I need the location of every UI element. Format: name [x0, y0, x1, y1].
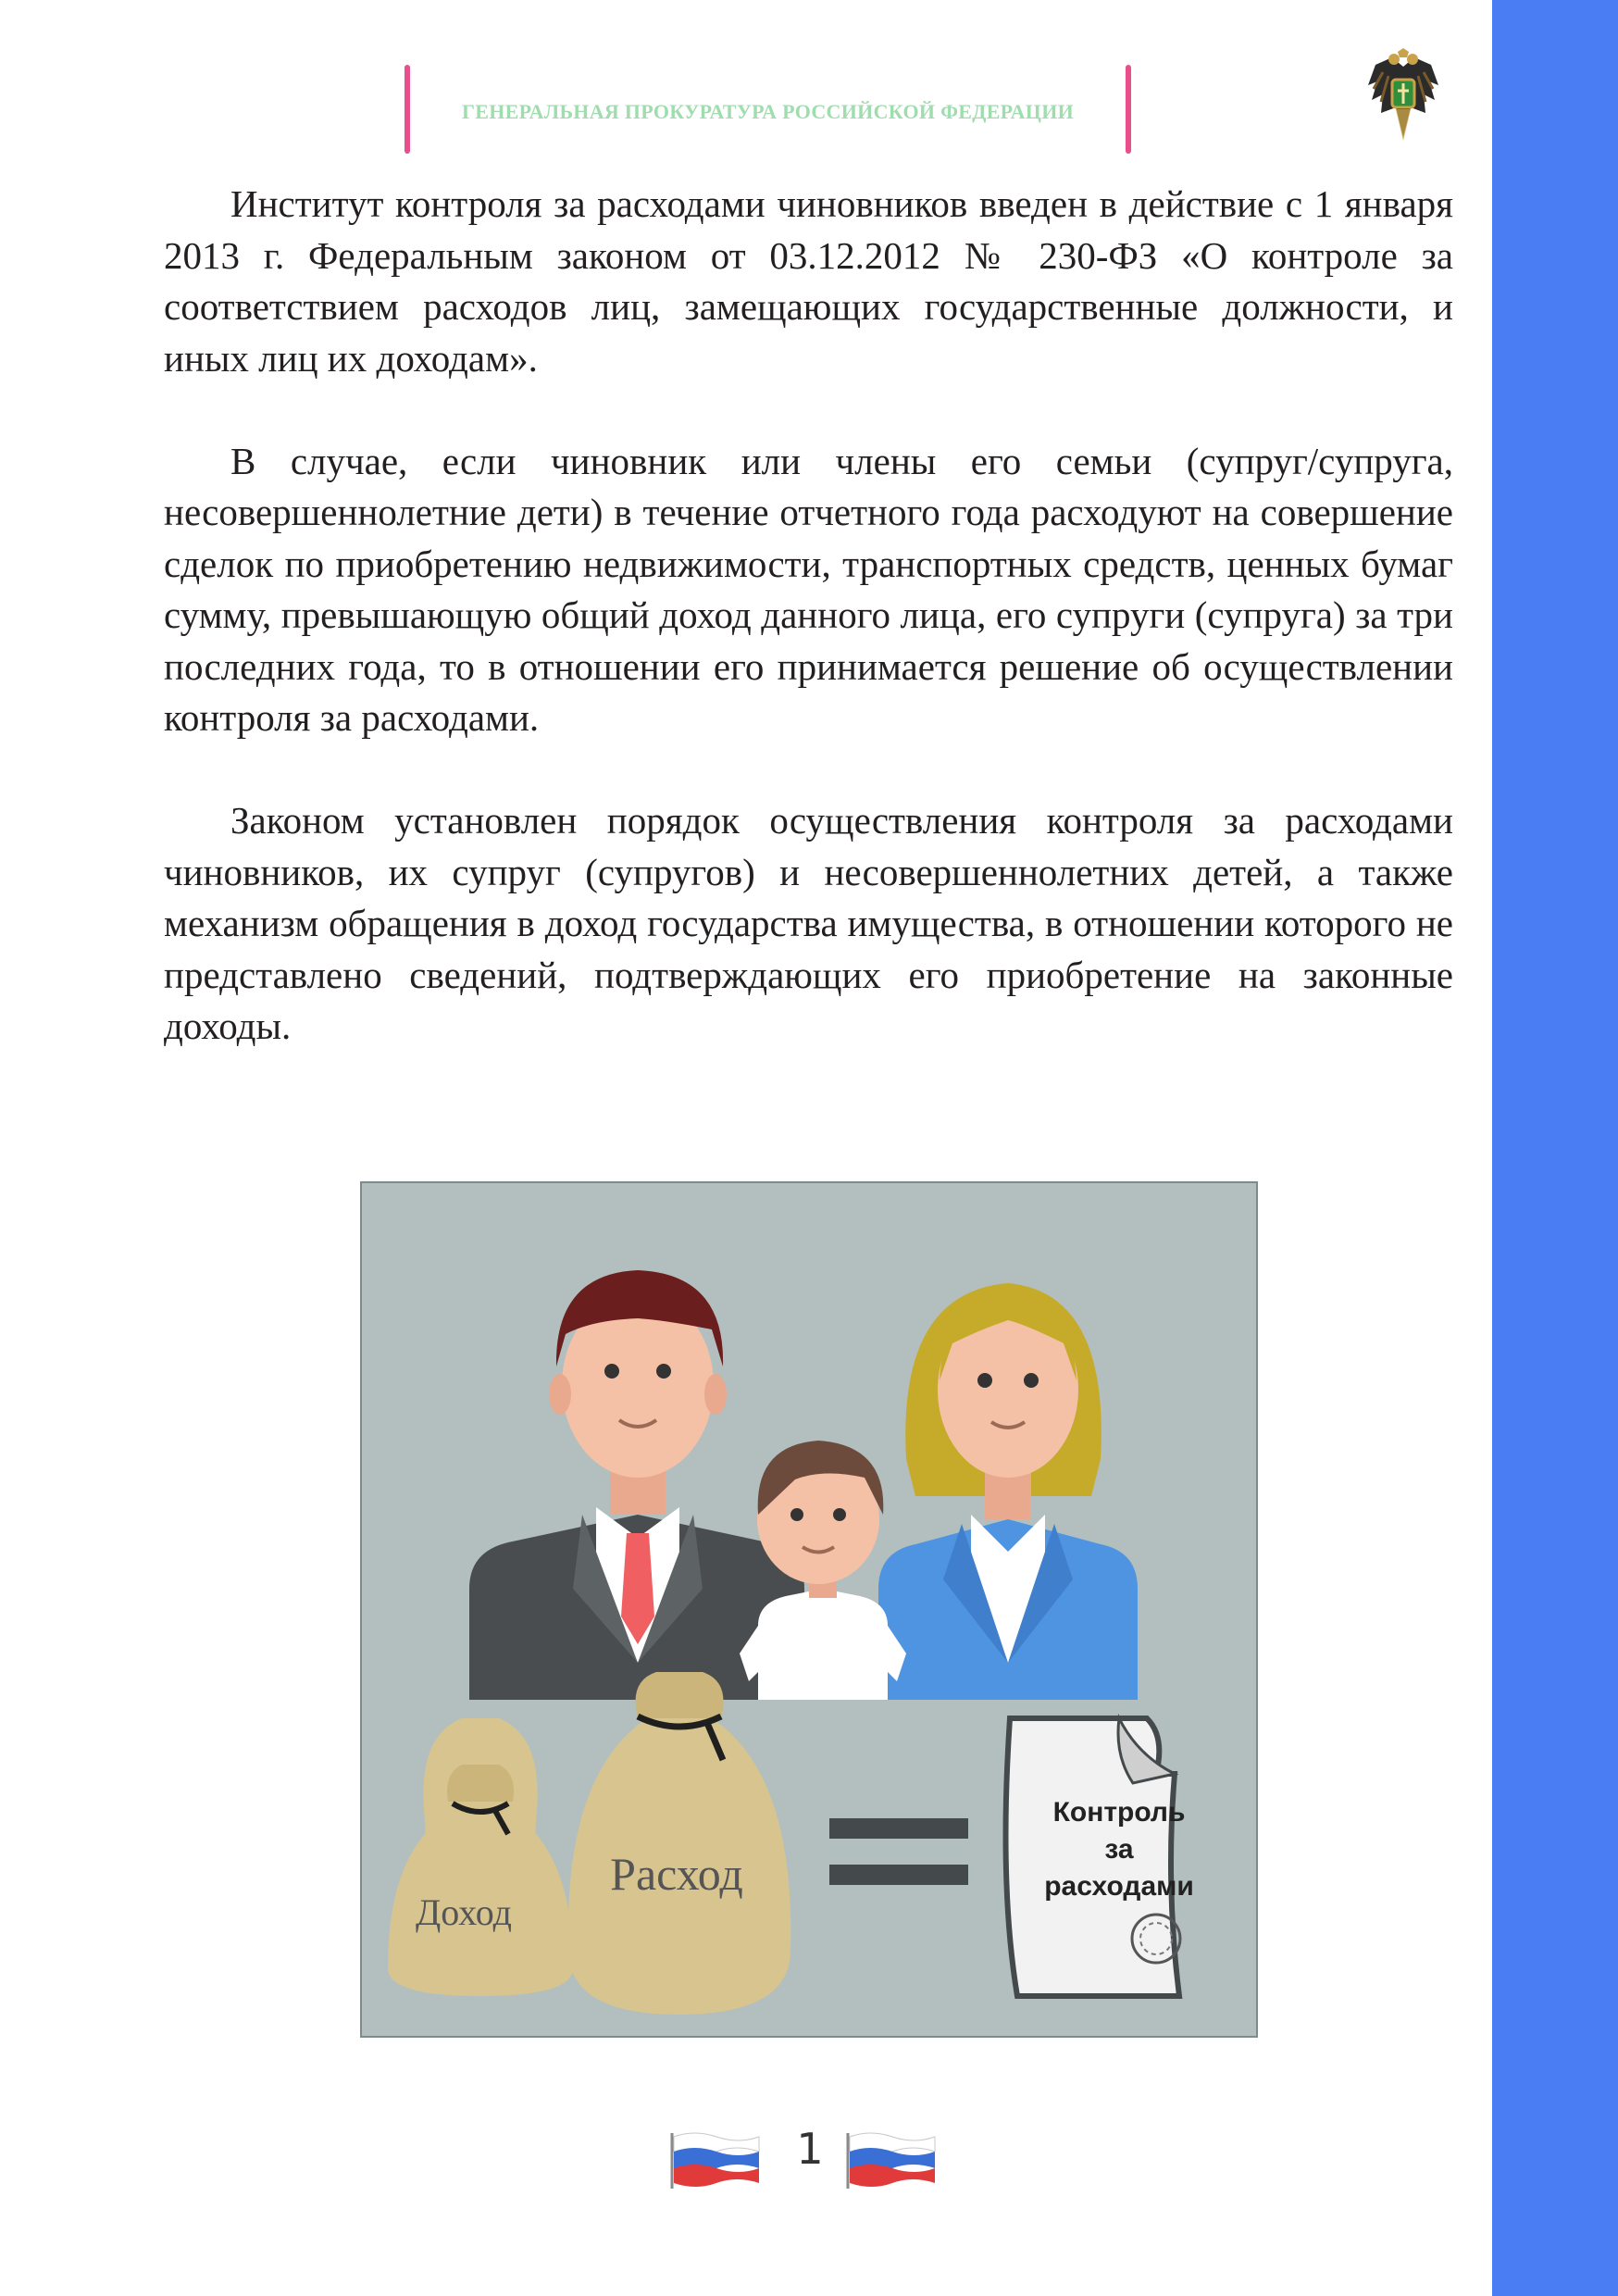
document-label-line1: Контроль — [1052, 1797, 1186, 1828]
prosecutor-emblem-icon — [1364, 48, 1442, 144]
body-text — [164, 179, 1453, 1104]
russian-flag-icon — [666, 2129, 766, 2190]
page-footer — [666, 2120, 953, 2194]
family-expense-illustration — [360, 1181, 1258, 2038]
equals-sign-bottom — [829, 1865, 968, 1885]
header-title: ГЕНЕРАЛЬНАЯ ПРОКУРАТУРА РОССИЙСКОЙ ФЕДЕРАЦИИ — [461, 100, 1075, 123]
paragraph-2: В случае, если чиновник или члены его семьи (супруг/супруга, несовершеннолетние дети) в течение отчетного года расходуют на совершение сделок по приобретению недвижимости, транспортных средств, ценных бумаг сумму, превышающую общий доход данного лица, его супруги (супруга) за три последних года, то в отношении его принимается решение об осуществлении контроля за расходами. — [164, 439, 1453, 739]
side-accent-bar — [1492, 0, 1618, 2296]
header-right-rule — [1126, 65, 1131, 154]
income-bag-label: Доход — [416, 1891, 512, 1933]
document-label-line2: за — [1104, 1834, 1134, 1865]
page-header — [404, 65, 1131, 154]
document-label-line3: расходами — [1044, 1871, 1194, 1902]
expense-bag-label: Расход — [610, 1848, 743, 1900]
equals-sign-top — [829, 1818, 968, 1839]
page-number: 1 — [796, 2124, 824, 2174]
russian-flag-icon — [842, 2129, 942, 2190]
paragraph-3: Законом установлен порядок осуществления контроля за расходами чиновников, их супруг (супругов) и несовершеннолетних детей, а также механизм обращения в доход государства имущества, в отношении которого не представлено сведений, подтверждающих его приобретение на законные доходы. — [164, 799, 1453, 1047]
paragraph-1: Институт контроля за расходами чиновников введен в действие с 1 января 2013 г. Федеральным законом от 03.12.2012 № 230-ФЗ «О контроле за соответствием расходов лиц, замещающих государственные должности, и иных лиц их доходам». — [164, 182, 1453, 380]
